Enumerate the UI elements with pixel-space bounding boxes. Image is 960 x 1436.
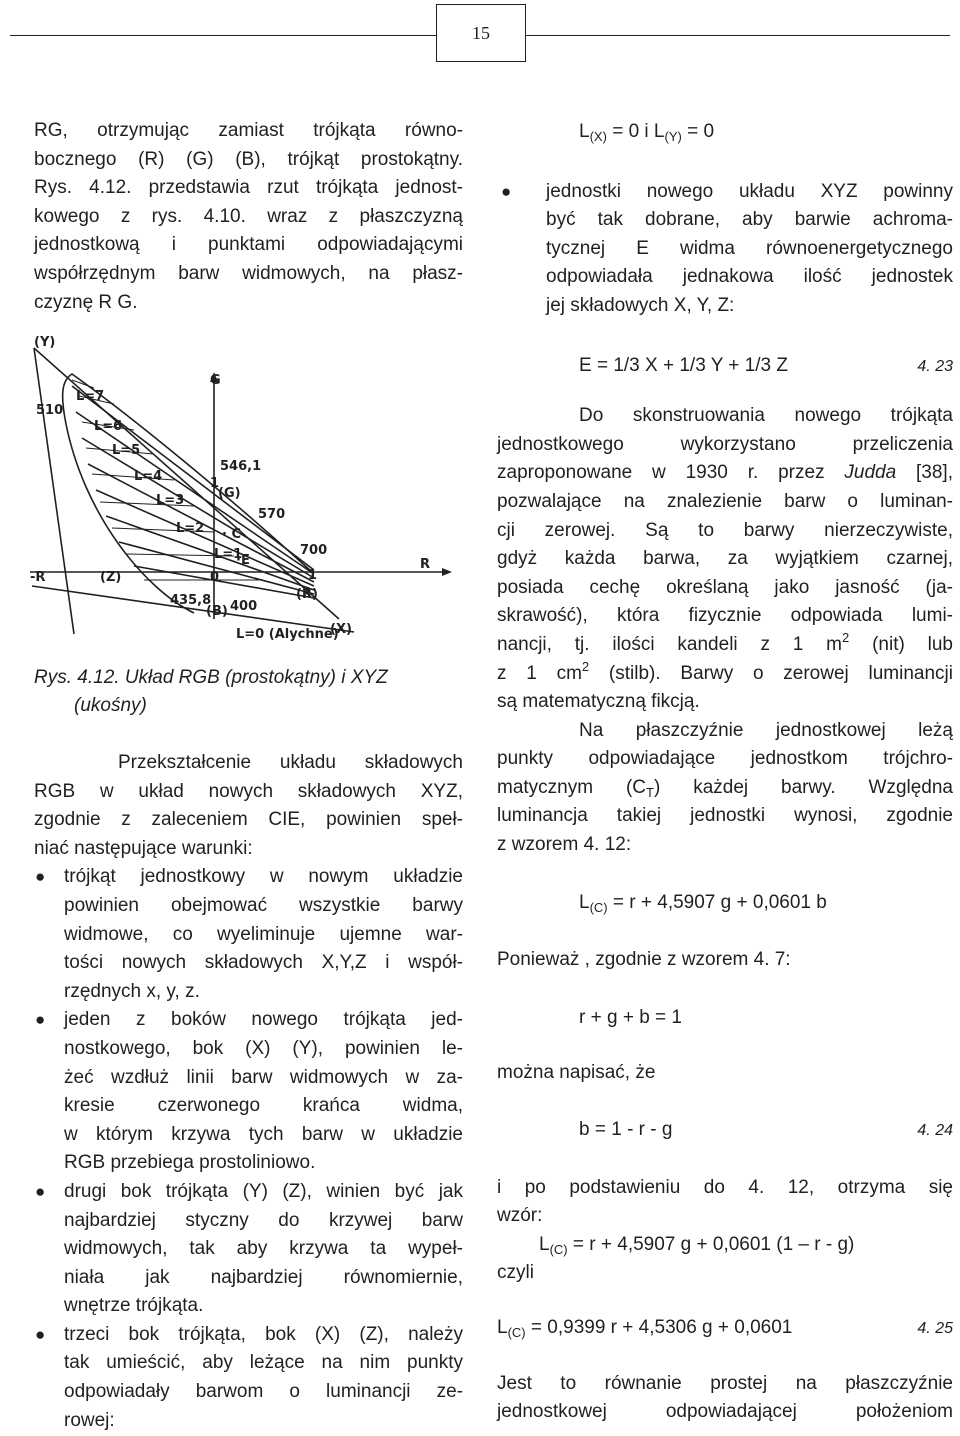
text-line: są matematyczną fikcją. <box>497 691 700 713</box>
label-l3: L=3 <box>156 493 185 508</box>
label-c: · C <box>222 527 242 542</box>
text-line: punkty odpowiadające jednostkom trójchro- <box>497 748 953 770</box>
text-line: kresie czerwonego krańca widma, <box>64 1095 463 1117</box>
text-line: zgodnie z zaleceniem CIE, powinien speł- <box>34 809 463 831</box>
label-l5: L=5 <box>112 443 141 458</box>
text-line: trzeci bok trójkąta, bok (X) (Z), należy <box>64 1323 463 1345</box>
text-line: można napisać, że <box>497 1062 656 1084</box>
text-line: pozwalające na znalezienie barw o luminan- <box>497 490 953 512</box>
judd-paragraph <box>497 402 953 860</box>
equation-text: E = 1/3 X + 1/3 Y + 1/3 Z <box>579 354 788 376</box>
text-line: czyznę R G. <box>34 291 138 313</box>
label-510: 510 <box>36 403 64 418</box>
text-line: nostkowego, bok (X) (Y), powinien le- <box>64 1037 463 1059</box>
label-alychne: L=0 (Alychne) <box>236 627 339 642</box>
equation-substituted: $L_{(C)} = r + 4,5907$ g + 0,0601 (1 – r - g) <box>539 1233 855 1257</box>
text-line: jednostkowej odpowiadającej położeniom <box>497 1401 953 1423</box>
text-line: jednostkowego wykorzystano przeliczenia <box>497 433 953 455</box>
text-line: widmowe, co wyeliminuje ujemne war- <box>64 923 463 945</box>
text-line: bocznego (R) (G) (B), trójkąt prostokątny. <box>34 148 463 170</box>
label-l1: L=1 <box>214 547 243 562</box>
text-line: zaproponowane w 1930 r. przez Judda [38], <box>497 462 953 484</box>
label-700: 700 <box>300 543 328 558</box>
equation-lx-ly: $L_{(X)} = 0$ i $L_{(Y)} = 0$ <box>579 121 715 144</box>
text-line: RGB przebiega prostoliniowo. <box>64 1152 316 1174</box>
label-one-g: 1 <box>210 476 220 491</box>
text-line: posiada cechę określaną jako jasność (ja- <box>497 576 953 598</box>
bullet-icon: ● <box>501 181 512 201</box>
label-r-neg: -R <box>30 570 46 585</box>
equation-4-24 <box>497 1116 953 1146</box>
equation-number: 4. 23 <box>917 357 953 375</box>
figure-caption <box>34 664 463 720</box>
text-line: z wzorem 4. 12: <box>497 834 632 856</box>
equation-4-23 <box>497 352 953 382</box>
label-l2: L=2 <box>176 521 205 536</box>
text-line: Przekształcenie układu składowych <box>118 752 463 773</box>
text-line: luminancja takiej jednostki wynosi, zgodnie <box>497 805 953 827</box>
equation-text: $L_{(C)} = 0,9399$ r + 4,5306 g + 0,0601 <box>497 1317 793 1340</box>
label-435: 435,8 <box>170 593 212 608</box>
text-line: tycznej E widma równoenergetycznego <box>546 237 953 259</box>
text-line: Do skonstruowania nowego trójkąta <box>579 405 953 427</box>
bullet-item <box>35 1178 463 1321</box>
text-line: niać następujące warunki: <box>34 837 253 859</box>
bullet-item <box>35 1006 463 1178</box>
text-line: odpowiadała jednakowa ilość jednostek <box>546 266 953 288</box>
text-line: najbardziej styczny do krzywej barw <box>64 1209 463 1231</box>
label-g-point: (G) <box>218 486 241 501</box>
text-line: cji zerowej. Są to barwy nierzeczywiste, <box>497 519 953 541</box>
label-546: 546,1 <box>220 459 262 474</box>
label-x: (X) <box>330 622 352 637</box>
text-line: rzędnych x, y, z. <box>64 980 200 1002</box>
caption-line: (ukośny) <box>74 695 147 716</box>
label-y-axis: (Y) <box>34 335 56 350</box>
text-line: trójkąt jednostkowy w nowym układzie <box>64 866 463 888</box>
text-line: i po podstawieniu do 4. 12, otrzyma się <box>497 1176 953 1198</box>
bullet-item <box>35 863 463 1006</box>
text-line: w którym krzywa tych barw w układzie <box>64 1123 463 1145</box>
equation-4-25 <box>497 1314 953 1344</box>
text-line: współrzędnym barw widmowych, na płasz- <box>34 262 463 284</box>
equation-number: 4. 25 <box>917 1320 953 1337</box>
text-line: Jest to równanie prostej na płaszczyźnie <box>497 1372 953 1394</box>
text-line: wzór: <box>497 1205 543 1227</box>
text-line: powinien obejmować wszystkie barwy <box>64 894 463 916</box>
text-line: tak umieścić, aby leżące na nim punkty <box>64 1352 463 1374</box>
text-line: nancji, tj. ilości kandeli z 1 $m^2$ (nit) lub <box>497 629 953 655</box>
text-line: gdyż każda barwa, za wyjątkiem czarnej, <box>497 548 953 570</box>
label-l7: L=7 <box>76 389 105 404</box>
caption-line: Rys. 4.12. Układ RGB (prostokątny) i XYZ <box>34 667 388 688</box>
text-line: żeć wzdłuż linii barw widmowych w za- <box>64 1066 463 1088</box>
bullet-icon: ● <box>35 867 46 887</box>
text-line: drugi bok trójkąta (Y) (Z), winien być jak <box>64 1180 463 1202</box>
right-column <box>497 118 953 1427</box>
label-e: ·E <box>236 553 250 568</box>
text-line: matycznym $(C_T)$ każdej barwy. Względna <box>497 776 953 800</box>
label-one: 1 <box>308 568 318 583</box>
text-line: rowej: <box>64 1409 115 1431</box>
text-line: wnętrze trójkąta. <box>64 1295 204 1317</box>
text-line: skrawość), która fizycznie odpowiada lumi- <box>497 605 953 627</box>
left-intro <box>34 117 463 317</box>
text-line: RG, otrzymując zamiast trójkąta równo- <box>34 120 463 141</box>
text-line: jednostkową i punktami odpowiadającymi <box>34 234 463 256</box>
text-line: odpowiadały barwom o luminancji ze- <box>64 1381 463 1403</box>
label-400: 400 <box>230 599 258 614</box>
label-b: (B) <box>206 604 228 619</box>
label-r-pos: R <box>420 557 431 572</box>
label-z: (Z) <box>100 570 122 585</box>
text-line: Rys. 4.12. przedstawia rzut trójkąta jednost- <box>34 177 463 199</box>
text-line: z 1 $cm^2$ (stilb). Barwy o zerowej luminancji <box>497 658 953 684</box>
text-line: być tak dobrane, aby barwie achroma- <box>546 209 953 231</box>
text-line: tości nowych składowych X,Y,Z i współ- <box>64 952 463 974</box>
label-l4: L=4 <box>134 469 163 484</box>
text-line: jednostki nowego układu XYZ powinny <box>546 180 953 202</box>
label-l6: L=6 <box>94 419 123 434</box>
label-r-point: (R) <box>296 587 318 602</box>
text-line: RGB w układ nowych składowych XYZ, <box>34 780 463 802</box>
text-line: Ponieważ , zgodnie z wzorem 4. 7: <box>497 949 791 971</box>
bullet-item <box>501 178 953 321</box>
label-570: 570 <box>258 507 286 522</box>
label-g-axis: G <box>210 373 221 388</box>
bullet-icon: ● <box>35 1181 46 1201</box>
left-conditions <box>34 749 463 1435</box>
bullet-icon: ● <box>35 1010 46 1030</box>
equation-lc: $L_{(C)} = r + 4,5907$ g + 0,0601 b <box>579 891 827 915</box>
lum-line <box>72 386 314 570</box>
text-line: czyli <box>497 1262 534 1284</box>
text-line: widmowych, tak aby krzywa ta wypeł- <box>64 1238 463 1260</box>
text-line: niała jak najbardziej równomiernie, <box>64 1266 463 1288</box>
rgb-xyz-diagram <box>24 334 460 662</box>
label-origin: 0 <box>210 570 220 585</box>
lum-line <box>76 412 314 574</box>
text-line: jeden z boków nowego trójkąta jed- <box>64 1009 463 1031</box>
text-line: Na płaszczyźnie jednostkowej leżą <box>579 719 953 741</box>
equation-number: 4. 24 <box>917 1122 953 1140</box>
bullet-item <box>35 1321 463 1435</box>
text-line: jej składowych X, Y, Z: <box>546 294 735 316</box>
bullet-icon: ● <box>35 1324 46 1344</box>
equation-text: b = 1 - r - g <box>579 1119 673 1141</box>
page-number: 15 <box>436 4 526 62</box>
text-line: kowego z rys. 4.10. wraz z płaszczyzną <box>34 205 463 227</box>
equation-sum: r + g + b = 1 <box>579 1006 682 1028</box>
